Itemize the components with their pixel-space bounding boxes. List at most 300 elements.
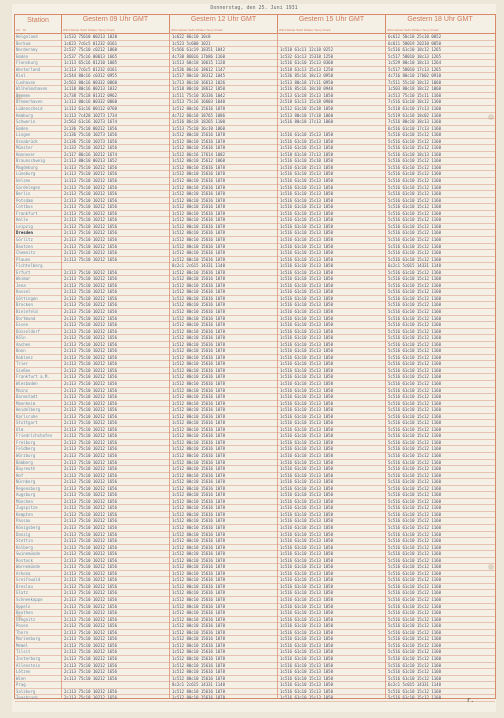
observation-cell: 2c537 75c10 c0212 1860 (64, 47, 117, 53)
observation-cell: 1c503 80c18 18c12 1060 (388, 86, 441, 92)
station-name: Feldberg (16, 446, 36, 452)
observation-cell: 1c512 80c10 15616 1078 (172, 662, 225, 668)
observation-cell: 5c517 58010 18c13 1265 (388, 53, 441, 59)
observation-cell: 1c516 61c10 15c13 1050 (280, 178, 333, 184)
station-name: Salzburg (16, 688, 36, 694)
observation-cell: 1c512 80c10 15616 1078 (172, 629, 225, 635)
observation-cell: 1c516 61c10 15c13 1050 (280, 583, 333, 589)
observation-cell: 5c516 61c10 15c12 1160 (388, 158, 441, 164)
observation-cell: 2c113 75c10 10212 1656 (64, 492, 117, 498)
observation-cell: 2c113 75c10 10212 1656 (64, 603, 117, 609)
observation-cell: 5c516 61c10 15c12 1160 (388, 498, 441, 504)
observation-cell: 1c516 61c10 15c13 1050 (280, 348, 333, 354)
observation-cell: 1c516 61c10 15c13 1050 (280, 649, 333, 655)
observation-cell: 1c512 80c10 15616 1078 (172, 230, 225, 236)
observation-cell: 1c512 80c10 15616 1078 (172, 610, 225, 616)
observation-cell: 5c516 61c10 15c12 1160 (388, 223, 441, 229)
observation-cell: 1c512 80c10 15616 1078 (172, 132, 225, 138)
observation-cell: 1c512 80c10 15616 1078 (172, 439, 225, 445)
station-name: Bielefeld (16, 308, 38, 314)
observation-cell: 1c516 61c10 15c13 1050 (280, 217, 333, 223)
station-name: Frankfurt (16, 210, 38, 216)
observation-cell: 1c516 61c10 15c13 1050 (280, 341, 333, 347)
station-name: Dresden (16, 230, 33, 236)
observation-cell: 1c516 61c10 15c13 1050 (280, 688, 333, 694)
observation-cell: 1c516 61c10 15c13 1050 (280, 610, 333, 616)
station-name: Düsseldorf (16, 328, 41, 334)
station-name: Halle (16, 217, 29, 223)
observation-cell: 2c113 75c10 10212 1656 (64, 433, 117, 439)
station-name: Leipzig (16, 223, 33, 229)
station-name: Dortmund (16, 315, 36, 321)
observation-cell: 1c516 61c10 15c13 1050 (280, 551, 333, 557)
observation-cell: 7c511 55c10 18c12 1060 (388, 79, 441, 85)
station-name: Arkona (16, 570, 31, 576)
observation-cell: 1c516 61c10 15c13 1050 (280, 570, 333, 576)
station-name: Stettin (16, 538, 33, 544)
time-column-sub: Wind Wetter Sicht Wolken Temp Druck (63, 28, 115, 32)
observation-cell: 2c113 75c10 10212 1656 (64, 361, 117, 367)
observation-cell: 1c516 61c10 15c13 1050 (280, 210, 333, 216)
station-name: Göttingen (16, 295, 38, 301)
observation-cell: 1c523 5c600 1021 (172, 40, 211, 46)
observation-cell: 5c516 61c10 15c12 1160 (388, 492, 441, 498)
observation-cell: 5c516 61c10 15c12 1160 (388, 446, 441, 452)
observation-cell: 1c512 80c10 15616 1078 (172, 145, 225, 151)
observation-cell: 1c516 61c10 15c13 1050 (280, 662, 333, 668)
observation-cell: 1c516 61c10 15c13 1050 (280, 655, 333, 661)
observation-cell: 5c516 61c10 15c12 1160 (388, 341, 441, 347)
station-name: Insterburg (16, 655, 41, 661)
observation-cell: 1c516 61c10 15c13 1050 (280, 367, 333, 373)
observation-cell: 1c516 61c10 15c13 1050 (280, 164, 333, 170)
time-column-label: Gestern 09 Uhr GMT (82, 16, 149, 23)
observation-cell: 1c512 80c10 15616 1078 (172, 315, 225, 321)
observation-cell: 1c512 80c10 15616 1078 (172, 551, 225, 557)
observation-cell: 5c516 61c10 15c12 1160 (388, 178, 441, 184)
observation-cell: 1c512 80c10 15616 1078 (172, 295, 225, 301)
observation-cell: 1c622 86c10 10c0 (172, 34, 211, 39)
observation-cell: 2c113 75c10 10212 1656 (64, 636, 117, 642)
observation-cell: 2c113 75c10 10212 1656 (64, 400, 117, 406)
observation-cell: 1c516 61c10 15c13 1050 (280, 289, 333, 295)
observation-cell: 1c516 61c10 15c13 1050 (280, 433, 333, 439)
observation-cell: 1c512 80c10 15616 1078 (172, 544, 225, 550)
observation-cell: 5c516 61c10 15c12 1160 (388, 459, 441, 465)
observation-cell: 1c512 80c10 15616 1078 (172, 197, 225, 203)
observation-cell: 1c512 80c10 15616 1078 (172, 204, 225, 210)
station-name: Jena (16, 282, 26, 288)
station-name: Berlin (16, 191, 31, 197)
observation-cell: 2c113 75c10 10212 1656 (64, 276, 117, 282)
observation-cell: 1c516 61c10 15c13 1050 (280, 132, 333, 138)
observation-cell: 2c113 75c10 10212 1656 (64, 230, 117, 236)
observation-cell: 1c516 61c10 15c13 1050 (280, 616, 333, 622)
observation-cell: 1c113 7c6c5 01232 0161 (64, 66, 117, 72)
observation-cell: 2c113 75c10 10212 1656 (64, 453, 117, 458)
observation-cell: 1c512 80c10 15616 1078 (172, 354, 225, 360)
time-column-header (170, 15, 278, 33)
observation-cell: 2c113 75c10 10212 1656 (64, 518, 117, 524)
observation-cell: 1c512 86c16 17614 1082 (172, 151, 225, 157)
observation-cell: 5c516 61c10 15c12 1160 (388, 603, 441, 609)
station-name: Braunschweig (16, 158, 45, 164)
observation-cell: 1c512 80c10 15616 1078 (172, 525, 225, 531)
observation-cell: 1c516 61c10 15c13 1050 (280, 538, 333, 544)
observation-cell: 1c113 75c10 10212 1656 (64, 164, 117, 170)
observation-cell: 5c516 61c10 15c12 1160 (388, 145, 441, 151)
station-name: Breslau (16, 583, 33, 589)
observation-cell: 5c516 61c10 15c12 1160 (388, 675, 441, 681)
observation-ledger (14, 14, 496, 699)
table-row (15, 695, 495, 702)
observation-cell: 1c516 61c10 15c13 1050 (280, 505, 333, 511)
observation-cell: 2c113 75c10 10212 1656 (64, 289, 117, 295)
observation-cell: 5c516 61c10 15c12 1160 (388, 688, 441, 694)
page-date: Donnerstag, den 25. Juni 1931 (210, 5, 298, 11)
observation-cell: 2c113 75c10 10212 1656 (64, 302, 117, 308)
observation-cell: 1c516 80c18 17c13 1060 (280, 119, 333, 125)
observation-cell: 5c516 61c10 15c12 1160 (388, 453, 441, 458)
observation-cell: 1c516 61c10 15c13 1050 (280, 282, 333, 288)
observation-cell: 5c516 61c10 15c12 1160 (388, 479, 441, 485)
station-name: Münster (16, 145, 33, 151)
observation-cell: 1c516 61c10 15c13 1050 (280, 197, 333, 203)
station-name: Görlitz (16, 236, 33, 242)
observation-cell: 2c113 75c10 10212 1656 (64, 348, 117, 354)
observation-cell: 2c113 75c10 10212 1656 (64, 420, 117, 426)
observation-cell: 1c512 80c10 15616 1078 (172, 413, 225, 419)
observation-cell: 5c516 61c10 15c12 1160 (388, 354, 441, 360)
station-header-sub: Ort · Nr (16, 28, 26, 32)
observation-cell: 1c516 61c10 15c13 1050 (280, 308, 333, 314)
observation-cell: 1c113 80c16 00332 0860 (64, 99, 117, 105)
observation-cell: 1c512 80c10 15616 1078 (172, 210, 225, 216)
observation-cell: 1c513 75c16 16603 1040 (172, 99, 225, 105)
observation-cell: 1c513 75c10 16c10 1060 (172, 125, 225, 131)
station-name: Darmstadt (16, 394, 38, 400)
observation-cell: 5c516 61c10 15c12 1160 (388, 204, 441, 210)
observation-cell: 5c516 61c10 15c12 1160 (388, 511, 441, 517)
observation-cell: 1c516 61c10 15c13 1050 (280, 597, 333, 603)
station-name: Cottbus (16, 204, 33, 210)
time-column-sub: Wind Wetter Sicht Wolken Temp Druck (279, 28, 331, 32)
observation-cell: 5c516 61c10 15c12 1160 (388, 282, 441, 288)
observation-cell: 1c512 80c10 15616 1078 (172, 649, 225, 655)
station-name: Bonn (16, 348, 26, 354)
observation-cell: 5c516 61c10 15c12 1160 (388, 380, 441, 386)
observation-cell: 2c113 75c10 10212 1656 (64, 544, 117, 550)
observation-cell: 5c516 61c10 15c12 1160 (388, 289, 441, 295)
observation-cell: 2c113 75c10 10212 1656 (64, 407, 117, 413)
observation-cell: 5c516 61c10 15c12 1160 (388, 308, 441, 314)
observation-cell: 1c512 80c10 15616 1078 (172, 380, 225, 386)
observation-cell: 1c516 61c10 15c13 1050 (280, 479, 333, 485)
observation-cell: 1c516 61c10 15c13 1050 (280, 322, 333, 328)
station-name: Kempten (16, 511, 33, 517)
station-name: Potsdam (16, 197, 33, 203)
station-name: Westerland (16, 66, 41, 72)
observation-cell: 1c516 61c10 15c13 1050 (280, 328, 333, 334)
observation-cell: 2c113 75c10 10212 1656 (64, 191, 117, 197)
observation-cell: 2c113 75c10 10212 1656 (64, 374, 117, 380)
station-name: Weimar (16, 276, 31, 282)
observation-cell: 2c113 75c10 10212 1656 (64, 256, 117, 262)
station-name: Allenstein (16, 662, 41, 668)
observation-cell: 7c516 61c10 18c12 1160 (388, 99, 441, 105)
station-name: Hamburg (16, 112, 33, 118)
observation-cell: 5c516 61c10 15c12 1160 (388, 191, 441, 197)
observation-cell: 2c113 75c10 10212 1656 (64, 570, 117, 576)
observation-cell: 5c516 61c10 15c12 1160 (388, 256, 441, 262)
observation-cell: 5c516 61c10 18c12 1265 (388, 47, 441, 53)
observation-cell: 4c712 86c10 18765 1086 (172, 112, 225, 118)
observation-cell: 1c516 61c10 15c13 1050 (280, 295, 333, 301)
observation-cell: 1c516 61c10 15c13 1050 (280, 577, 333, 583)
station-name: Stuttgart (16, 420, 38, 426)
observation-cell: 1c516 61c10 15c13 1050 (280, 459, 333, 465)
observation-cell: 5c516 61c10 15c12 1160 (388, 302, 441, 308)
observation-cell: 1c516 61c10 15c13 1050 (280, 564, 333, 570)
observation-cell: 5c516 61c10 15c12 1160 (388, 570, 441, 576)
observation-cell: 1c512 80c10 15616 1078 (172, 505, 225, 511)
observation-cell: 1c512 80c10 15616 1078 (172, 178, 225, 184)
station-name: Schneekoppe (16, 597, 43, 603)
observation-cell: 8c2c1 2c615 14331 1148 (172, 682, 225, 688)
observation-cell: 5c516 61c10 15c12 1160 (388, 466, 441, 472)
observation-cell: 1c511 75c10 16336 1042 (172, 92, 225, 98)
observation-cell: 1c516 61c10 15c13 1050 (280, 603, 333, 609)
observation-cell: 2c113 75c10 10212 1656 (64, 335, 117, 341)
station-name: Tilsit (16, 649, 31, 655)
observation-cell: 6c612 58c18 25c10 0052 (388, 34, 441, 39)
observation-cell: 5c516 61c10 15c12 1160 (388, 236, 441, 242)
observation-cell (280, 34, 384, 40)
observation-cell: 2c113 75c10 10212 1656 (64, 459, 117, 465)
observation-cell: 2c563 80c16 00332 0860 (64, 79, 117, 85)
station-name: Flensburg (16, 60, 38, 66)
observation-cell: 1c516 61c10 15c13 1050 (280, 557, 333, 563)
station-name: Wiesbaden (16, 380, 38, 386)
observation-cell: 5c516 61c10 15c12 1160 (388, 583, 441, 589)
observation-cell: 1c516 61c10 15c13 1050 (280, 374, 333, 380)
observation-cell: 2c113 75c10 10212 1656 (64, 315, 117, 321)
observation-cell: 1c516 61c10 15c13 1050 (280, 544, 333, 550)
station-name: Chemnitz (16, 250, 36, 256)
observation-cell: 2c518 61c13 15c18 0900 (280, 99, 333, 105)
observation-cell: 2c113 75c10 10212 1656 (64, 217, 117, 223)
observation-cell: 1c512 80c10 15616 1078 (172, 217, 225, 223)
observation-cell: 1c512 80c10 15616 1078 (172, 250, 225, 256)
observation-cell: 1c512 80c10 15616 1078 (172, 138, 225, 144)
observation-cell: 1c512 80c10 15616 1078 (172, 655, 225, 661)
observation-cell: 5c566 61c19 18351 1042 (172, 47, 225, 53)
time-column-header (386, 15, 494, 33)
observation-cell: 1c516 61c10 15c13 1050 (280, 138, 333, 144)
observation-cell: 5c516 61c10 15c12 1160 (388, 210, 441, 216)
station-name: Oppeln (16, 603, 31, 609)
station-name: Königsberg (16, 525, 41, 531)
observation-cell: 2c133 75c10 10212 1656 (64, 145, 117, 151)
station-name: Bayreuth (16, 466, 36, 472)
station-name: Marienburg (16, 636, 41, 642)
observation-cell: 2c513 61c18 15c13 1050 (280, 92, 333, 98)
observation-cell: 2c113 75c10 10212 1656 (64, 511, 117, 517)
observation-cell: 1c512 80c10 15616 1078 (172, 511, 225, 517)
station-name: Köln (16, 335, 26, 341)
observation-cell: 1c516 61c10 15c13 1050 (280, 400, 333, 406)
ledger-header (15, 15, 495, 34)
observation-cell: 2c113 75c10 10212 1656 (64, 505, 117, 511)
observation-cell: 5c516 61c10 15c12 1160 (388, 551, 441, 557)
observation-cell: 2c113 75c10 10212 1656 (64, 479, 117, 485)
observation-cell: 1c512 80c10 15616 1078 (172, 322, 225, 328)
observation-cell: 8c2c1 2c615 14331 1148 (172, 263, 225, 269)
observation-cell: 5c516 61c10 15c12 1160 (388, 138, 441, 144)
observation-cell: 2c113 75c10 10212 1656 (64, 557, 117, 563)
observation-cell: 5c516 61c10 15c12 1160 (388, 642, 441, 648)
observation-cell: 5c516 61c10 15c12 1160 (388, 544, 441, 550)
observation-cell: 1c516 61c10 15c13 1050 (280, 204, 333, 210)
observation-cell: 1c512 80c10 15616 1078 (172, 623, 225, 629)
observation-cell: 2c113 75c10 10212 1656 (64, 662, 117, 668)
station-name: Thorn (16, 629, 29, 635)
observation-cell: 1c512 80c10 15616 1078 (172, 308, 225, 314)
observation-cell: 1c512 80c10 15616 1078 (172, 426, 225, 432)
time-column-header (62, 15, 170, 33)
station-name: Koblenz (16, 354, 33, 360)
station-name: Essen (16, 322, 29, 328)
observation-cell: 5c516 61c10 15c12 1160 (388, 662, 441, 668)
observation-cell: 1c516 61c10 15c13 1050 (280, 184, 333, 190)
observation-cell: 2c113 75c10 10212 1656 (64, 649, 117, 655)
station-name: Prag (16, 682, 26, 688)
observation-cell: 1c516 61c10 15c13 1050 (280, 145, 333, 151)
observation-cell: 1c512 80c10 15616 1078 (172, 590, 225, 596)
station-name: Magdeburg (16, 164, 38, 170)
station-name: Kolberg (16, 544, 33, 550)
observation-cell: 4c716 80c10 17b02 0910 (388, 73, 441, 79)
observation-cell: 1c533 75610 00213 1020 (64, 34, 117, 39)
observation-cell: 2c113 75c10 10212 1656 (64, 597, 117, 603)
observation-cell: 1c516 61c10 15c13 1050 (280, 361, 333, 367)
observation-cell: 1c512 80c10 15616 1078 (172, 616, 225, 622)
observation-cell: 5c518 61c10 17c13 1160 (388, 106, 441, 112)
observation-cell: 1c512 80c10 15616 1078 (172, 276, 225, 282)
observation-cell: 1c512 80c10 15616 1078 (172, 636, 225, 642)
observation-cell: 5c516 61c10 15c12 1160 (388, 426, 441, 432)
observation-cell: 2c113 75c10 10212 1656 (64, 354, 117, 360)
observation-cell: 1c516 61c10 15c13 1050 (280, 354, 333, 360)
observation-cell: 5c516 61c10 15c12 1160 (388, 217, 441, 223)
observation-cell: 1c512 80c10 15616 1078 (172, 433, 225, 439)
observation-cell: 2c113 75c10 10212 1656 (64, 642, 117, 648)
observation-cell: 1c513 80c10 17c18 1060 (280, 112, 333, 118)
observation-cell (280, 41, 384, 47)
station-name: Erfurt (16, 269, 31, 275)
observation-cell: 5c516 61c10 15c12 1160 (388, 374, 441, 380)
station-name: Aachen (16, 341, 31, 347)
observation-cell: 1c516 61c10 15c13 1050 (280, 243, 333, 249)
observation-cell: 5c517 58010 17c13 1265 (388, 66, 441, 72)
observation-cell: 6c611 58019 20210 0050 (388, 40, 441, 46)
observation-cell: 2c113 75c10 10212 1656 (64, 629, 117, 635)
observation-cell: 5c516 61c10 15c12 1160 (388, 269, 441, 275)
observation-cell: 6c516 61c10 17c13 1160 (388, 125, 441, 131)
observation-cell: 1c512 61c10 15c18 1050 (280, 106, 333, 112)
station-name: Karlsruhe (16, 413, 38, 419)
observation-cell: 5c516 61c10 15c12 1160 (388, 590, 441, 596)
station-name: Mannheim (16, 400, 36, 406)
observation-cell: 1c512 80c10 15616 1078 (172, 492, 225, 498)
observation-cell: 5c516 61c10 15c12 1160 (388, 531, 441, 537)
observation-cell: 1c512 80c10 15616 1078 (172, 642, 225, 648)
observation-cell: 1c512 80c10 15616 1078 (172, 289, 225, 295)
observation-cell: 1c512 80c10 15616 1078 (172, 669, 225, 675)
observation-cell: 5c516 61c10 15c12 1160 (388, 171, 441, 177)
observation-cell: 2c113 75c10 10212 1656 (64, 223, 117, 229)
observation-cell: 2c113 75c10 10212 1656 (64, 204, 117, 210)
observation-cell: 5c516 61c10 15c12 1160 (388, 610, 441, 616)
observation-cell: 1c512 80c10 15616 1078 (172, 374, 225, 380)
observation-cell: 1c512 80c10 15616 1078 (172, 603, 225, 609)
station-name: Cuxhaven (16, 79, 36, 85)
observation-cell: 1c516 61c10 15c13 1050 (280, 636, 333, 642)
observation-cell: 1c512 80c10 15616 1078 (172, 688, 225, 694)
observation-cell: 1c512 80c10 15616 1078 (172, 695, 225, 701)
observation-cell: 2c113 75c10 10212 1656 (64, 610, 117, 616)
observation-cell: 1c512 80c10 15616 1078 (172, 570, 225, 576)
observation-cell: 1c516 61c10 15c13 1050 (280, 407, 333, 413)
observation-cell: 1c516 61c10 15c13 1050 (280, 682, 333, 688)
station-name: Nürnberg (16, 479, 36, 485)
observation-cell: 2c113 75c10 10212 1656 (64, 485, 117, 491)
observation-cell: 5c516 61c10 15c12 1160 (388, 407, 441, 413)
observation-cell: 1c516 61c10 15c13 1050 (280, 171, 333, 177)
observation-cell: 5c516 61c10 15c12 1160 (388, 577, 441, 583)
observation-cell: 1c516 61c10 15c13 0360 (280, 60, 333, 66)
observation-cell (64, 263, 168, 269)
observation-cell: 2c117 86c16 10212 1674 (64, 151, 117, 157)
observation-cell: 1c516 61c10 15c13 1050 (280, 230, 333, 236)
observation-cell: 1c512 80c10 15616 1078 (172, 387, 225, 393)
station-name: Uelzen (16, 178, 31, 184)
observation-cell: 2c136 75c10 10273 1656 (64, 132, 117, 138)
observation-cell: 2c113 75c10 10212 1656 (64, 623, 117, 629)
observation-cell: 1c512 80c10 15616 1078 (172, 446, 225, 452)
observation-cell: 1c512 80c10 15616 1078 (172, 420, 225, 426)
observation-cell: 5c516 61c10 15c12 1160 (388, 243, 441, 249)
station-name: Passau (16, 518, 31, 524)
station-name: München (16, 498, 33, 504)
observation-cell: 1c516 86c18 18265 1100 (172, 119, 225, 125)
observation-cell: 1c512 80c10 15616 1078 (172, 236, 225, 242)
observation-cell: 2c113 75c10 10212 1656 (64, 380, 117, 386)
observation-cell: 1c623 7c6c5 01232 0161 (64, 40, 117, 46)
station-name: Posen (16, 623, 29, 629)
station-name: Heidelberg (16, 407, 41, 413)
observation-cell: 1c516 61c10 15c13 1050 (280, 695, 333, 701)
observation-cell: 2c113 75c10 10212 1656 (64, 577, 117, 583)
observation-cell: 2c113 75c10 10212 1656 (64, 616, 117, 622)
observation-cell: 2c113 75c10 10212 1656 (64, 583, 117, 589)
observation-cell: 1c113 65c16 01210 1005 (64, 60, 117, 66)
observation-cell: 5c516 61c10 15c12 1160 (388, 322, 441, 328)
observation-cell: 1c512 80c10 15616 1078 (172, 164, 225, 170)
station-name: Lingen (16, 132, 31, 138)
observation-cell: 1c512 80c10 15616 1078 (172, 485, 225, 491)
observation-cell: 2c113 75c10 10212 1656 (64, 295, 117, 301)
